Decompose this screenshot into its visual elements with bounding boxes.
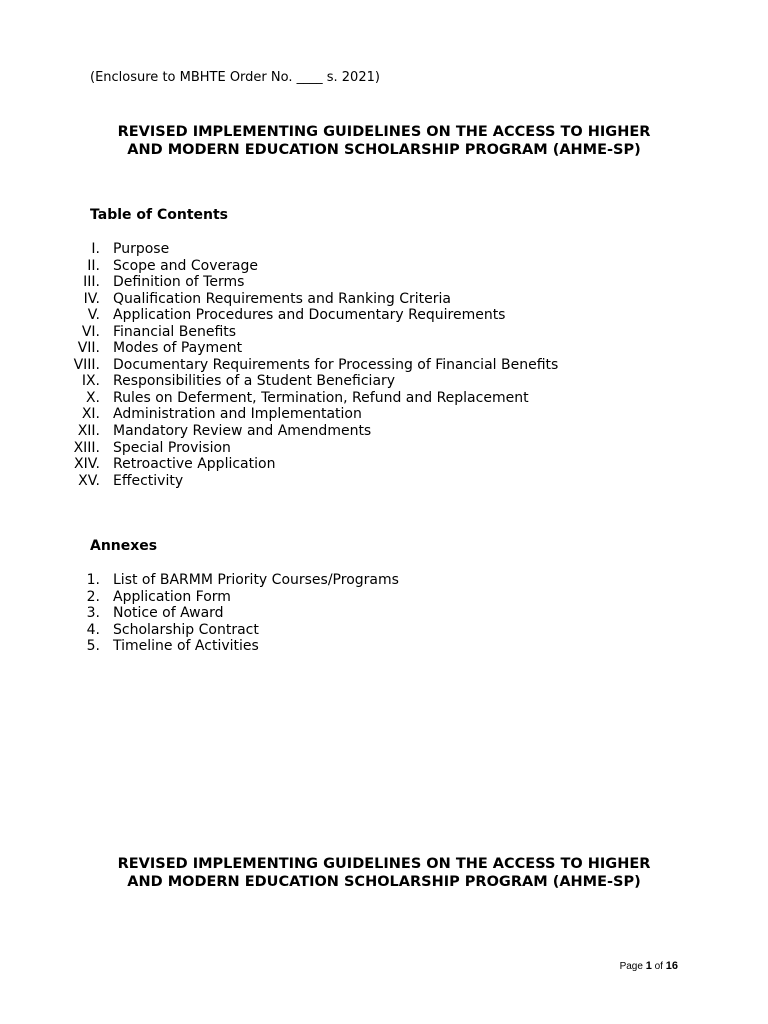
annex-item [60,622,399,639]
annex-item-label: Timeline of Activities [113,638,259,655]
toc-item [60,307,558,324]
toc-item-label: Purpose [113,241,170,257]
annex-item-label: Notice of Award [113,605,224,622]
toc-item [60,274,558,291]
annex-item [60,572,399,589]
annex-item-label: List of BARMM Priority Courses/Programs [113,572,399,588]
toc-item-label: Special Provision [113,439,231,456]
toc-item-label: Scope and Coverage [113,257,258,274]
annex-item-number: 2. [86,588,100,605]
toc-item-label: Mandatory Review and Amendments [113,423,372,440]
annex-item-number: 4. [86,621,100,638]
toc-item-number: XIII. [73,439,100,456]
toc-item-label: Modes of Payment [113,340,243,357]
toc-item-label: Application Procedures and Documentary Requirements [113,307,506,324]
toc-item [60,456,558,473]
annex-item [60,605,399,622]
toc-item-number: VIII. [73,356,100,373]
toc-item-label: Administration and Implementation [113,406,362,423]
total-pages-number: 16 [665,960,678,972]
toc-item-number: XII. [77,423,100,440]
annex-item-number: 3. [86,605,100,622]
document-title [60,123,708,159]
annex-item-label: Scholarship Contract [113,621,259,638]
toc-item-number: IV. [83,290,100,307]
annex-item-number: 1. [86,572,100,588]
toc-item-number: I. [91,241,100,257]
toc-item [60,473,558,490]
document-title-line-2: AND MODERN EDUCATION SCHOLARSHIP PROGRAM (AHME-SP) [127,142,641,158]
document-title-line-1: REVISED IMPLEMENTING GUIDELINES ON THE ACCESS TO HIGHER [117,124,651,140]
page-number-footer [620,960,678,972]
toc-item-label: Documentary Requirements for Processing of Financial Benefits [113,356,559,373]
toc-item [60,406,558,423]
toc-list [60,241,558,489]
of-label: of [654,961,663,972]
toc-item-label: Effectivity [113,472,184,489]
toc-item-label: Responsibilities of a Student Beneficiary [113,373,396,390]
annex-item-number: 5. [86,638,100,655]
annex-item [60,589,399,606]
toc-heading: Table of Contents [90,207,229,223]
toc-item-number: III. [83,274,100,291]
annex-item-label: Application Form [113,588,231,605]
annex-item [60,638,399,655]
toc-item-number: VI. [81,323,100,340]
toc-item [60,390,558,407]
toc-item-label: Rules on Deferment, Termination, Refund and Replacement [113,389,529,406]
toc-item-label: Retroactive Application [113,456,276,473]
toc-item-label: Definition of Terms [113,274,245,291]
document-title-repeat [60,855,708,891]
annexes-list [60,572,399,655]
toc-item-number: IX. [81,373,100,390]
toc-item [60,357,558,374]
toc-item [60,373,558,390]
page-label: Page [619,961,643,972]
document-title-repeat-line-1: REVISED IMPLEMENTING GUIDELINES ON THE ACCESS TO HIGHER [117,856,651,872]
toc-item [60,291,558,308]
toc-item-number: V. [87,307,100,324]
toc-item-number: II. [87,257,100,274]
toc-item [60,440,558,457]
toc-item [60,340,558,357]
annexes-heading: Annexes [90,538,158,554]
toc-item-number: VII. [77,340,100,357]
toc-item [60,324,558,341]
toc-item-number: XV. [78,472,100,489]
toc-item [60,241,558,258]
toc-item-label: Qualification Requirements and Ranking Criteria [113,290,452,307]
current-page-number: 1 [645,960,652,972]
toc-item-number: XIV. [74,456,100,473]
document-title-repeat-line-2: AND MODERN EDUCATION SCHOLARSHIP PROGRAM (AHME-SP) [127,874,641,890]
enclosure-note: (Enclosure to MBHTE Order No. ____ s. 2021) [90,70,380,85]
toc-item-label: Financial Benefits [113,323,237,340]
toc-item [60,258,558,275]
toc-item-number: X. [85,389,100,406]
toc-item [60,423,558,440]
toc-item-number: XI. [81,406,100,423]
